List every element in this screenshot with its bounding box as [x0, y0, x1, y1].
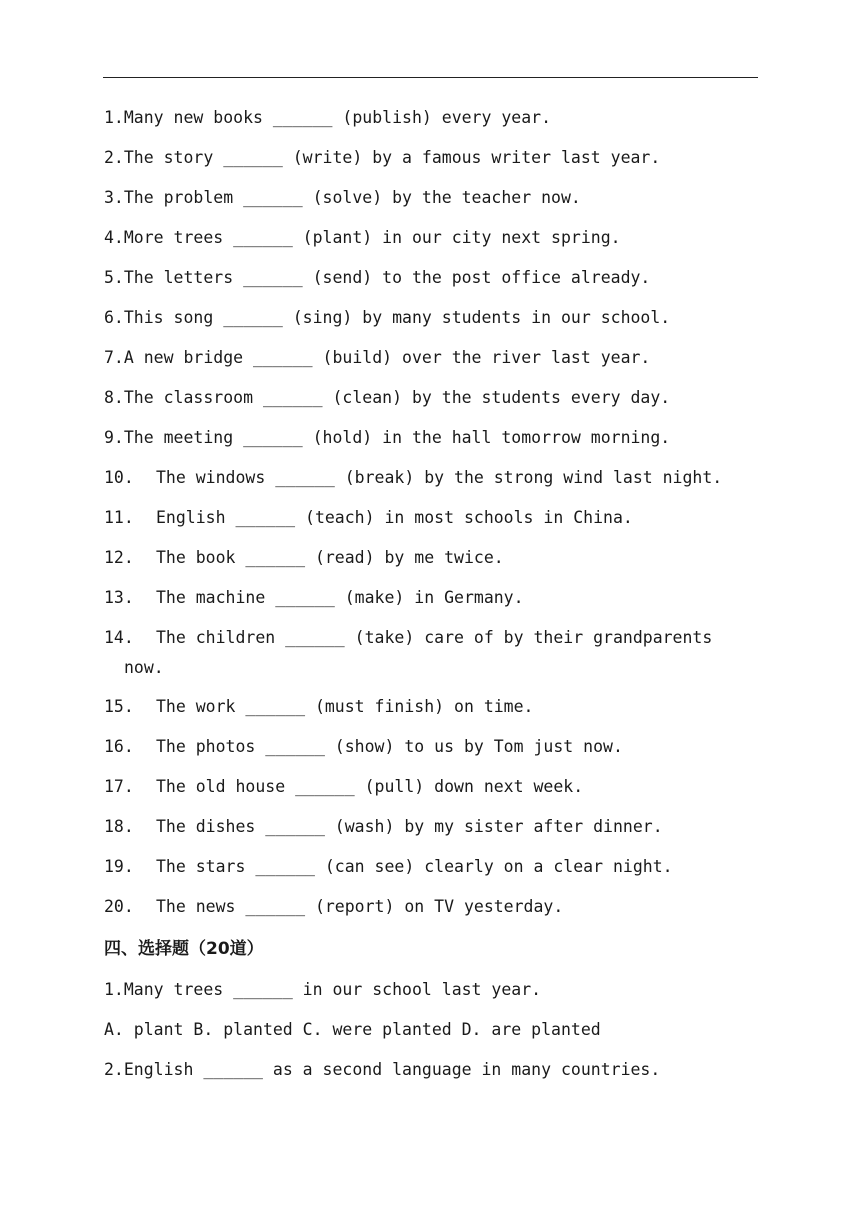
fill-in-question-4: [104, 223, 764, 252]
question-number: 20.: [104, 897, 134, 916]
fill-in-question-1: [104, 103, 764, 132]
question-number: 11.: [104, 508, 134, 527]
fill-in-list: [104, 103, 764, 921]
choice-question-1: [104, 975, 764, 1004]
question-number: 4.: [104, 228, 124, 247]
question-number: 19.: [104, 857, 134, 876]
question-number: 10.: [104, 468, 134, 487]
fill-in-question-12: [104, 543, 764, 572]
question-number: 1.: [104, 108, 124, 127]
question-text: The problem ______ (solve) by the teacher now.: [123, 188, 581, 207]
choice-question-2: [104, 1055, 764, 1084]
question-text: English ______ as a second language in many countries.: [123, 1060, 661, 1079]
question-number: 3.: [104, 188, 124, 207]
choice-options-1: A. plant B. planted C. were planted D. are planted: [104, 1020, 601, 1039]
question-text: A new bridge ______ (build) over the river last year.: [123, 348, 651, 367]
fill-in-question-6: [104, 303, 764, 332]
question-text: The news ______ (report) on TV yesterday.: [156, 897, 564, 916]
question-number: 2.: [104, 1060, 124, 1079]
question-text-continuation: now.: [124, 658, 164, 677]
question-number: 16.: [104, 737, 134, 756]
question-text: The meeting ______ (hold) in the hall tomorrow morning.: [123, 428, 671, 447]
question-text: The machine ______ (make) in Germany.: [156, 588, 524, 607]
fill-in-question-10: [104, 463, 764, 492]
question-text: This song ______ (sing) by many students in our school.: [123, 308, 671, 327]
question-number: 2.: [104, 148, 124, 167]
fill-in-question-18: [104, 812, 764, 841]
question-number: 12.: [104, 548, 134, 567]
question-text: More trees ______ (plant) in our city next spring.: [123, 228, 621, 247]
fill-in-question-7: [104, 343, 764, 372]
question-text: The old house ______ (pull) down next week.: [156, 777, 584, 796]
question-number: 1.: [104, 980, 124, 999]
question-text: The work ______ (must finish) on time.: [156, 697, 534, 716]
question-text: The letters ______ (send) to the post office already.: [123, 268, 651, 287]
fill-in-question-11: [104, 503, 764, 532]
question-text: English ______ (teach) in most schools in China.: [156, 508, 633, 527]
fill-in-question-13: [104, 583, 764, 612]
choice-list: [104, 975, 764, 1084]
question-text: The dishes ______ (wash) by my sister after dinner.: [156, 817, 663, 836]
worksheet-content: [104, 103, 764, 1095]
fill-in-question-20: [104, 892, 764, 921]
question-text: Many trees ______ in our school last year.: [123, 980, 542, 999]
question-text: The classroom ______ (clean) by the students every day.: [123, 388, 671, 407]
question-number: 17.: [104, 777, 134, 796]
question-number: 9.: [104, 428, 124, 447]
question-text: The stars ______ (can see) clearly on a clear night.: [156, 857, 673, 876]
fill-in-question-16: [104, 732, 764, 761]
fill-in-question-14: [104, 623, 764, 681]
question-number: 18.: [104, 817, 134, 836]
question-number: 6.: [104, 308, 124, 327]
question-text: The story ______ (write) by a famous writer last year.: [123, 148, 661, 167]
fill-in-question-3: [104, 183, 764, 212]
question-text: The book ______ (read) by me twice.: [156, 548, 504, 567]
question-number: 14.: [104, 628, 134, 647]
question-number: 13.: [104, 588, 134, 607]
fill-in-question-5: [104, 263, 764, 292]
question-text: The windows ______ (break) by the strong wind last night.: [156, 468, 723, 487]
fill-in-question-8: [104, 383, 764, 412]
section-heading: 四、选择题（20道）: [104, 939, 264, 959]
question-number: 8.: [104, 388, 124, 407]
question-number: 5.: [104, 268, 124, 287]
question-text: Many new books ______ (publish) every year.: [123, 108, 552, 127]
fill-in-question-17: [104, 772, 764, 801]
question-text: The children ______ (take) care of by their grandparents: [156, 628, 713, 647]
question-text: The photos ______ (show) to us by Tom just now.: [156, 737, 623, 756]
question-number: 7.: [104, 348, 124, 367]
fill-in-question-15: [104, 692, 764, 721]
fill-in-question-2: [104, 143, 764, 172]
header-rule: [103, 77, 758, 78]
fill-in-question-19: [104, 852, 764, 881]
question-number: 15.: [104, 697, 134, 716]
fill-in-question-9: [104, 423, 764, 452]
